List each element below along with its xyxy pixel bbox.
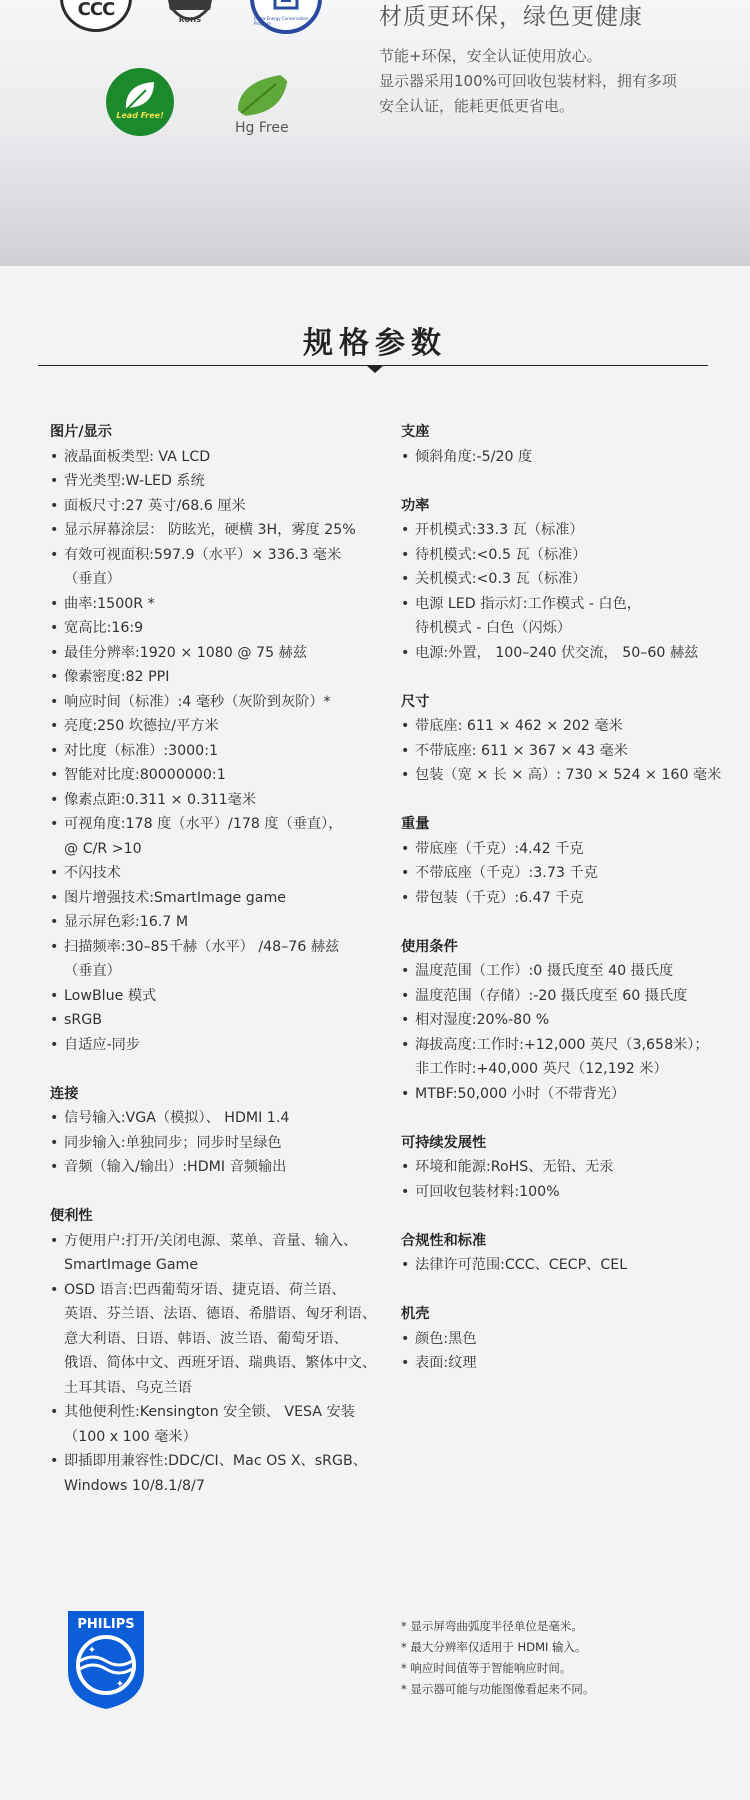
spec-item: • 带底座: 611 × 462 × 202 毫米	[401, 714, 731, 739]
spec-item: • 宽高比:16:9	[50, 616, 380, 641]
philips-logo	[68, 1611, 144, 1709]
spec-item: • 电源:外置， 100–240 伏交流， 50–60 赫兹	[401, 641, 731, 666]
spec-section	[50, 420, 380, 1057]
cecp-emblem-icon	[271, 0, 301, 14]
spec-item: • sRGB	[50, 1008, 380, 1033]
hg-free-text: Hg Free	[235, 120, 289, 136]
footnote: * 响应时间值等于智能响应时间。	[401, 1661, 572, 1675]
spec-title: 规格参数	[303, 326, 447, 361]
spec-item: • 像素点距:0.311 × 0.311毫米	[50, 788, 380, 813]
spec-section	[401, 690, 731, 788]
spec-item: • 待机模式:<0.5 瓦（标准）	[401, 543, 731, 568]
spec-item-continuation: SmartImage Game	[64, 1257, 199, 1273]
spec-item: • 亮度:250 坎德拉/平方米	[50, 714, 380, 739]
spec-section-title: 尺寸	[401, 693, 430, 710]
spec-item: • 可视角度:178 度（水平）/178 度（垂直），	[50, 812, 380, 837]
svg-text:✦: ✦	[87, 1645, 97, 1656]
spec-item-continuation: 意大利语、日语、韩语、波兰语、葡萄牙语、	[64, 1330, 348, 1347]
eco-line: 显示器采用100%可回收包装材料，拥有多项	[379, 72, 677, 90]
spec-item-continuation: 土耳其语、乌克兰语	[64, 1379, 192, 1396]
spec-item: • 面板尺寸:27 英寸/68.6 厘米	[50, 494, 380, 519]
spec-item: • 智能对比度:80000000:1	[50, 763, 380, 788]
eco-line: 安全认证，能耗更低更省电。	[379, 97, 575, 115]
spec-section	[401, 1131, 731, 1205]
cecp-logo	[250, 0, 322, 34]
spec-item: • 倾斜角度:-5/20 度	[401, 445, 731, 470]
spec-item: • 环境和能源:RoHS、无铅、无汞	[401, 1155, 731, 1180]
spec-item: • 可回收包装材料:100%	[401, 1180, 731, 1205]
spec-item: • 相对湿度:20%-80 %	[401, 1008, 731, 1033]
footnote: * 显示器可能与功能图像看起来不同。	[401, 1682, 595, 1696]
spec-item: • 信号输入:VGA（模拟）、 HDMI 1.4	[50, 1106, 380, 1131]
spec-section-title: 机壳	[401, 1306, 430, 1322]
eco-line: 节能+环保，安全认证使用放心。	[379, 47, 602, 65]
leaf-icon	[120, 76, 160, 116]
title-notch-icon	[366, 365, 384, 373]
spec-item: • 不带底座（千克）:3.73 千克	[401, 861, 731, 886]
spec-section-title: 功率	[401, 497, 430, 514]
spec-section-title: 连接	[50, 1085, 79, 1102]
spec-item: • 图片增强技术:SmartImage game	[50, 886, 380, 911]
spec-item-continuation: 待机模式 - 白色（闪烁）	[415, 620, 572, 636]
spec-item: • 扫描频率:30–85千赫（水平） /48–76 赫兹	[50, 935, 380, 960]
spec-item-continuation: （垂直）	[64, 571, 121, 587]
spec-section	[401, 1302, 731, 1376]
spec-item: • LowBlue 模式	[50, 984, 380, 1009]
rohs-logo	[156, 0, 224, 32]
spec-item: • 显示屏色彩:16.7 M	[50, 910, 380, 935]
spec-item: • 其他便利性:Kensington 安全锁、 VESA 安装	[50, 1400, 380, 1425]
spec-item-continuation: （100 x 100 毫米）	[64, 1428, 197, 1445]
spec-item: • 温度范围（存储）:-20 摄氏度至 60 摄氏度	[401, 984, 731, 1009]
spec-section-title: 便利性	[50, 1208, 93, 1224]
spec-item: • MTBF:50,000 小时（不带背光）	[401, 1082, 731, 1107]
spec-item: • 对比度（标准）:3000:1	[50, 739, 380, 764]
spec-item: • 同步输入:单独同步；同步时呈绿色	[50, 1131, 380, 1156]
footnote: * 显示屏弯曲弧度半径单位是毫米。	[401, 1619, 583, 1633]
spec-section-title: 合规性和标准	[401, 1232, 487, 1249]
rohs-logo-text: ROHS	[178, 16, 202, 24]
spec-section	[401, 935, 731, 1107]
spec-item: • 带底座（千克）:4.42 千克	[401, 837, 731, 862]
ccc-logo	[60, 0, 132, 32]
footnotes	[401, 1616, 594, 1700]
spec-item: • 表面:纹理	[401, 1351, 731, 1376]
spec-item: • 自适应-同步	[50, 1033, 380, 1058]
lead-free-text: Lead Free!	[116, 111, 164, 120]
spec-item: • 显示屏幕涂层： 防眩光，硬横 3H，雾度 25%	[50, 518, 380, 543]
spec-item: • 法律许可范围:CCC、CECP、CEL	[401, 1253, 731, 1278]
spec-item: • 有效可视面积:597.9（水平）× 336.3 毫米	[50, 543, 380, 568]
spec-item: • 不带底座: 611 × 367 × 43 毫米	[401, 739, 731, 764]
spec-item: • OSD 语言:巴西葡萄牙语、捷克语、荷兰语、	[50, 1278, 380, 1303]
lead-free-logo	[106, 68, 174, 136]
spec-item-continuation: 非工作时:+40,000 英尺（12,192 米）	[415, 1061, 668, 1077]
spec-column-right	[401, 420, 731, 1400]
spec-item-continuation: 英语、芬兰语、法语、德语、希腊语、匈牙利语、	[64, 1306, 377, 1322]
spec-item: • 音频（输入/输出）:HDMI 音频输出	[50, 1155, 380, 1180]
spec-section-title: 可持续发展性	[401, 1134, 487, 1151]
spec-section-title: 支座	[401, 424, 430, 440]
spec-section	[401, 420, 731, 469]
spec-item: • 海拔高度:工作时:+12,000 英尺（3,658米）；	[401, 1033, 731, 1058]
spec-section	[401, 812, 731, 910]
footnote: * 最大分辨率仅适用于 HDMI 输入。	[401, 1640, 587, 1654]
spec-item: • 方便用户:打开/关闭电源、菜单、音量、输入、	[50, 1229, 380, 1254]
eco-banner	[0, 0, 750, 266]
spec-item-continuation: @ C/R >10	[64, 840, 142, 857]
cecp-logo-text: China Energy Conservation Program	[254, 16, 309, 26]
spec-item: • 像素密度:82 PPI	[50, 665, 380, 690]
spec-item: • 关机模式:<0.3 瓦（标准）	[401, 567, 731, 592]
svg-text:✦: ✦	[115, 1679, 125, 1690]
spec-item: • 温度范围（工作）:0 摄氏度至 40 摄氏度	[401, 959, 731, 984]
spec-item: • 开机模式:33.3 瓦（标准）	[401, 518, 731, 543]
spec-item-continuation: （垂直）	[64, 963, 121, 979]
spec-item: • 液晶面板类型: VA LCD	[50, 445, 380, 470]
spec-item: • 包装（宽 × 长 × 高）: 730 × 524 × 160 毫米	[401, 763, 731, 788]
spec-item: • 带包装（千克）:6.47 千克	[401, 886, 731, 911]
spec-item: • 曲率:1500R *	[50, 592, 380, 617]
spec-item: • 电源 LED 指示灯:工作模式 - 白色，	[401, 592, 731, 617]
spec-item: • 即插即用兼容性:DDC/CI、Mac OS X、sRGB、	[50, 1449, 380, 1474]
spec-section	[401, 1229, 731, 1278]
ccc-logo-text: CCC	[77, 0, 115, 20]
spec-section-title: 使用条件	[401, 938, 458, 955]
spec-item-continuation: 俄语、简体中文、西班牙语、瑞典语、繁体中文、	[64, 1355, 377, 1371]
spec-section-title: 图片/显示	[50, 424, 112, 440]
eco-title: 材质更环保，绿色更健康	[379, 4, 643, 30]
philips-logo-text: PHILIPS	[77, 1617, 135, 1632]
spec-section	[50, 1082, 380, 1180]
spec-item: • 颜色:黑色	[401, 1327, 731, 1352]
spec-section-title: 重量	[401, 816, 430, 832]
spec-section	[401, 494, 731, 666]
spec-item: • 最佳分辨率:1920 × 1080 @ 75 赫兹	[50, 641, 380, 666]
spec-item: • 不闪技术	[50, 861, 380, 886]
spec-column-left	[50, 420, 380, 1523]
spec-item: • 响应时间（标准）:4 毫秒（灰阶到灰阶）*	[50, 690, 380, 715]
hg-free-leaf-icon	[232, 70, 292, 120]
spec-item: • 背光类型:W-LED 系统	[50, 469, 380, 494]
spec-section	[50, 1204, 380, 1498]
eco-description	[379, 44, 719, 119]
spec-item-continuation: Windows 10/8.1/8/7	[64, 1477, 205, 1494]
